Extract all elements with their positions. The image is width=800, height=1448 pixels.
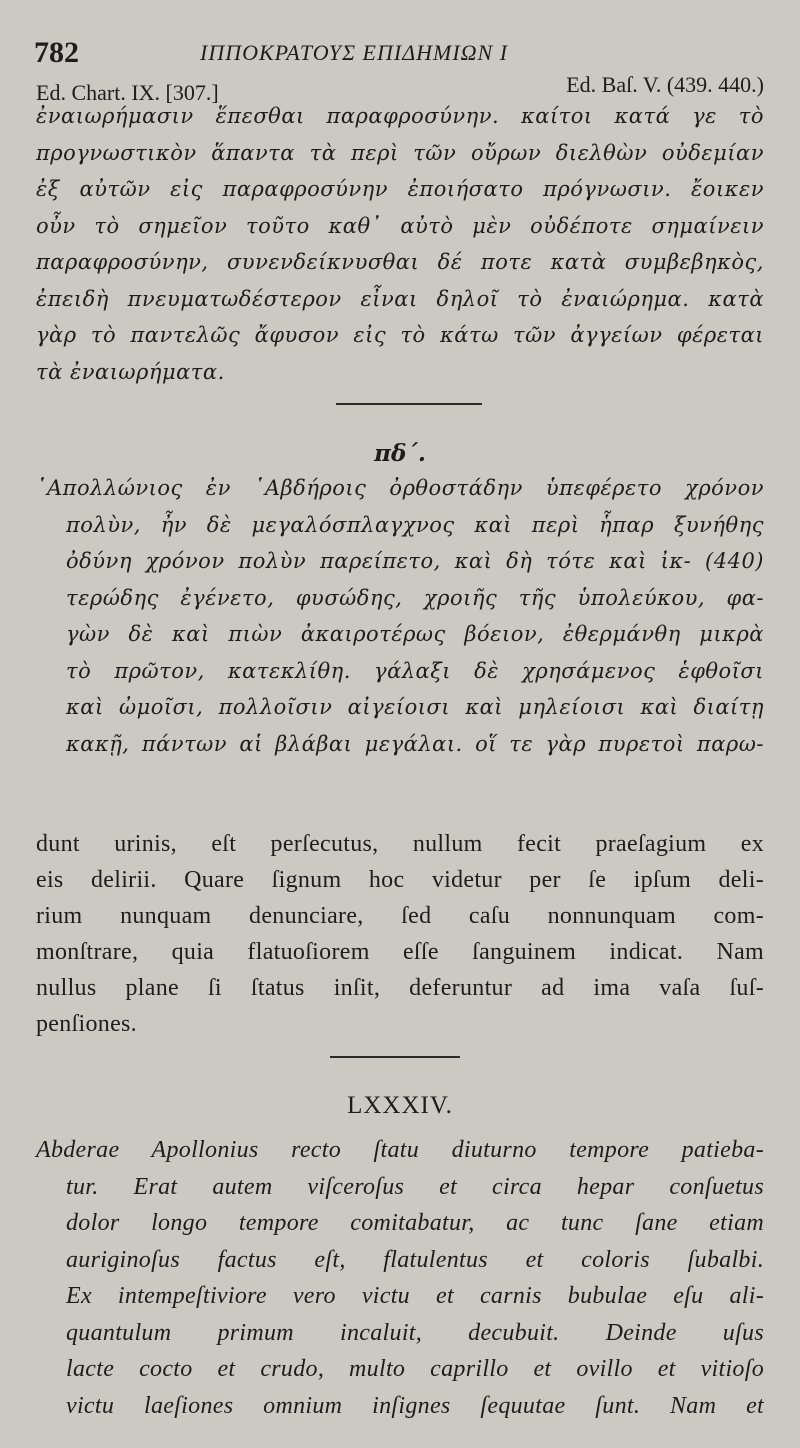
text-line: dunt urinis, eſt perſecutus, nullum fecit praeſagium ex (36, 831, 764, 857)
text-line: monſtrare, quia flatuoſiorem eſſe ſanguinem indicat. Nam (36, 939, 764, 965)
text-line: οὖν τὸ σημεῖον τοῦτο καθ᾽ αὐτὸ μὲν οὐδέποτε σημαίνειν (36, 213, 764, 238)
text-line: ἐπειδὴ πνευματωδέστερον εἶναι δηλοῖ τὸ ἐναιώρημα. κατὰ (36, 286, 764, 311)
text-line: τερώδης ἐγένετο, φυσώδης, χροιῆς τῆς ὑπολεύκου, φα- (66, 585, 764, 610)
text-line: ἐξ αὐτῶν εἰς παραφροσύνην ἐποιήσατο πρόγνωσιν. ἔοικεν (36, 177, 764, 201)
text-line: τὰ ἐναιωρήματα. (36, 359, 225, 384)
text-line: γὼν δὲ καὶ πιὼν ἀκαιροτέρως βόειον, ἐθερμάνθη μικρὰ (66, 622, 764, 646)
text-line: τὸ πρῶτον, κατεκλίθη. γάλαξι δὲ χρησάμενος ἑφθοῖσι (66, 658, 764, 683)
text-line: dolor longo tempore comitabatur, ac tunc ſane etiam (66, 1210, 764, 1236)
text-line: nullus plane ſi ſtatus inſit, deferuntur ad ima vaſa ſuſ- (36, 975, 764, 1001)
text-line: Ex intempeſtiviore vero victu et carnis bubulae eſu ali- (66, 1283, 764, 1309)
text-line: καὶ ὠμοῖσι, πολλοῖσιν αἰγείοισι καὶ μηλείοισι καὶ διαίτῃ (66, 695, 764, 719)
text-line: rium nunquam denunciare, ſed caſu nonnunquam com- (36, 903, 764, 929)
page-number: 782 (34, 36, 79, 69)
text-line: lacte cocto et crudo, multo caprillo et ovillo et vitioſo (66, 1356, 764, 1382)
section-divider (330, 1056, 460, 1058)
edition-reference-left: Ed. Chart. IX. [307.] (36, 80, 219, 105)
text-line: Abderae Apollonius recto ſtatu diuturno tempore patieba- (36, 1137, 764, 1163)
text-line: προγνωστικὸν ἅπαντα τὰ περὶ τῶν οὔρων διελθὼν οὐδεμίαν (36, 140, 764, 165)
text-line: auriginoſus factus eſt, flatulentus et coloris ſubalbi. (66, 1246, 764, 1273)
text-line: ῾Απολλώνιος ἐν ῾Αβδήροις ὀρθοστάδην ὑπεφέρετο χρόνον (36, 476, 764, 500)
text-line: ὀδύνη χρόνον πολὺν παρείπετο, καὶ δὴ τότε καὶ ἰκ- (440) (66, 549, 764, 573)
text-line: πολὺν, ἦν δὲ μεγαλόσπλαγχνος καὶ περὶ ἧπαρ ξυνήθης (66, 512, 764, 537)
latin-case-text (36, 1132, 764, 1424)
text-line: victu laeſiones omnium inſignes ſequutae ſunt. Nam et (66, 1392, 764, 1419)
latin-commentary (36, 826, 764, 1042)
text-line: παραφροσύνην, συνενδείκνυσθαι δέ ποτε κατὰ συμβεβηκὸς, (36, 250, 764, 274)
text-line: tur. Erat autem viſceroſus et circa hepar conſuetus (66, 1173, 764, 1200)
text-line: quantulum primum incaluit, decubuit. Deinde uſus (66, 1319, 764, 1346)
greek-section-number: πδ΄. (374, 440, 426, 467)
text-line: eis delirii. Quare ſignum hoc videtur per ſe ipſum deli- (36, 867, 764, 893)
edition-reference-right: Ed. Baſ. V. (439. 440.) (566, 72, 764, 97)
running-title: ΙΠΠΟΚΡΑΤΟΥΣ ΕΠΙΔΗΜΙΩΝ Ι (200, 40, 509, 65)
text-line: penſiones. (36, 1011, 137, 1037)
text-line: κακῇ, πάντων αἱ βλάβαι μεγάλαι. οἵ τε γὰρ πυρετοὶ παρω- (66, 731, 764, 756)
text-line: ἐναιωρήμασιν ἕπεσθαι παραφροσύνην. καίτοι κατά γε τὸ (36, 104, 764, 128)
text-line: γὰρ τὸ παντελῶς ἄφυσον εἰς τὸ κάτω τῶν ἀγγείων φέρεται (36, 323, 764, 347)
greek-case-text (36, 470, 764, 762)
section-divider (336, 403, 482, 405)
greek-commentary (36, 98, 764, 390)
latin-section-number: LXXXIV. (347, 1092, 453, 1119)
